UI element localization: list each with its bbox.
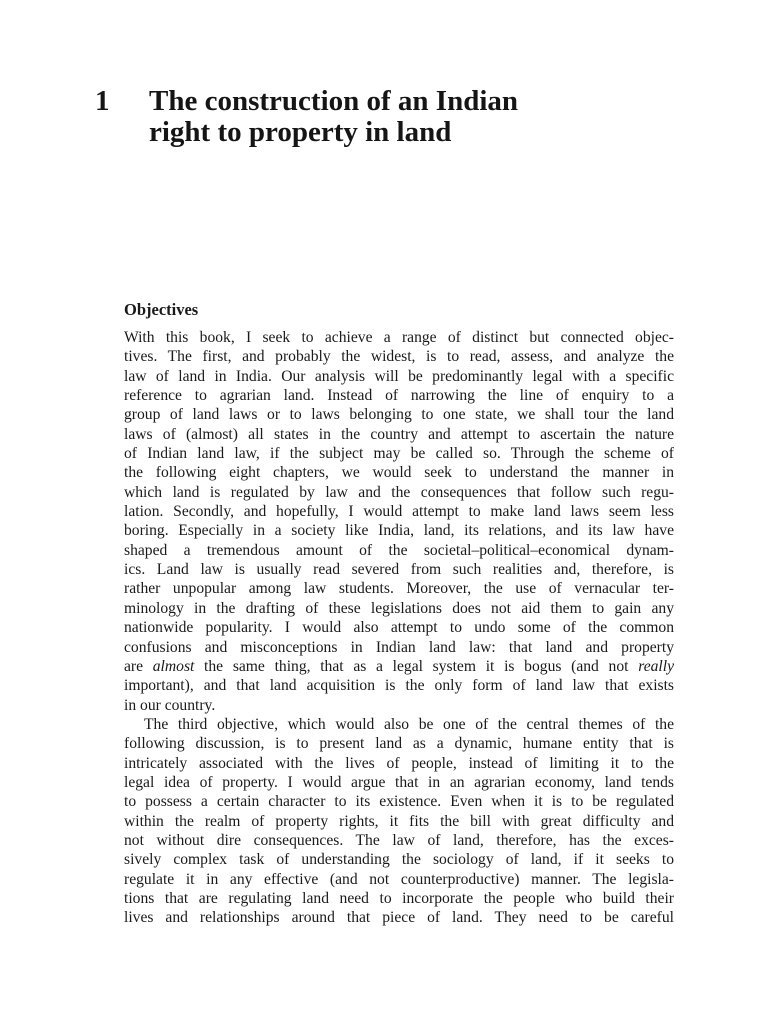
chapter-title-line: right to property in land: [149, 116, 452, 148]
text-line: regulate it in any effective (and not counterproductive) manner. The legisla-: [124, 870, 674, 888]
text-line: of Indian land law, if the subject may be called so. Through the scheme of: [124, 445, 674, 463]
text-line: tions that are regulating land need to incorporate the people who build their: [124, 889, 674, 907]
text-line: group of land laws or to laws belonging to one state, we shall tour the land: [124, 406, 674, 424]
text-line: within the realm of property rights, it fits the bill with great difficulty and: [124, 812, 674, 830]
chapter-title: [149, 86, 689, 148]
paragraph-2: [124, 715, 674, 928]
text-line: minology in the drafting of these legislations does not aid them to gain any: [124, 599, 674, 617]
text-line: nationwide popularity. I would also attempt to undo some of the common: [124, 619, 674, 637]
text-line: are almost the same thing, that as a legal system it is bogus (and not really: [124, 657, 674, 675]
text-line: sively complex task of understanding the sociology of land, if it seeks to: [124, 851, 674, 869]
paragraph-1: [124, 328, 674, 715]
text-line: lation. Secondly, and hopefully, I would attempt to make land laws seem less: [124, 503, 674, 521]
text-line: important), and that land acquisition is the only form of land law that exists: [124, 677, 674, 695]
body-text: [124, 328, 674, 928]
text-line: law of land in India. Our analysis will be predominantly legal with a specific: [124, 367, 674, 385]
section-heading: Objectives: [124, 300, 199, 319]
text-line: laws of (almost) all states in the country and attempt to ascertain the nature: [124, 425, 674, 443]
text-line: following discussion, is to present land as a dynamic, humane entity that is: [124, 735, 674, 753]
text-line: the following eight chapters, we would seek to understand the manner in: [124, 464, 674, 482]
text-line: The third objective, which would also be one of the central themes of the: [144, 715, 674, 733]
text-line: ics. Land law is usually read severed from such realities and, therefore, is: [124, 561, 674, 579]
text-line: tives. The first, and probably the widest, is to read, assess, and analyze the: [124, 348, 674, 366]
chapter-number: 1: [95, 85, 110, 117]
text-line: in our country.: [124, 696, 216, 714]
text-line: to possess a certain character to its existence. Even when it is to be regulated: [124, 793, 674, 811]
text-line: confusions and misconceptions in Indian land law: that land and property: [124, 638, 674, 656]
text-line: shaped a tremendous amount of the societal–political–economical dynam-: [124, 541, 674, 559]
text-line: boring. Especially in a society like India, land, its relations, and its law have: [124, 522, 674, 540]
text-line: not without dire consequences. The law of land, therefore, has the exces-: [124, 831, 674, 849]
text-line: intricately associated with the lives of people, instead of limiting it to the: [124, 754, 674, 772]
text-line: rather unpopular among law students. Moreover, the use of vernacular ter-: [124, 580, 674, 598]
chapter-title-line: The construction of an Indian: [149, 85, 519, 117]
text-line: which land is regulated by law and the consequences that follow such regu-: [124, 483, 674, 501]
text-line: reference to agrarian land. Instead of narrowing the line of enquiry to a: [124, 387, 674, 405]
text-line: legal idea of property. I would argue that in an agrarian economy, land tends: [124, 773, 674, 791]
text-line: With this book, I seek to achieve a range of distinct but connected objec-: [124, 329, 674, 346]
text-line: lives and relationships around that piece of land. They need to be careful: [124, 909, 674, 927]
